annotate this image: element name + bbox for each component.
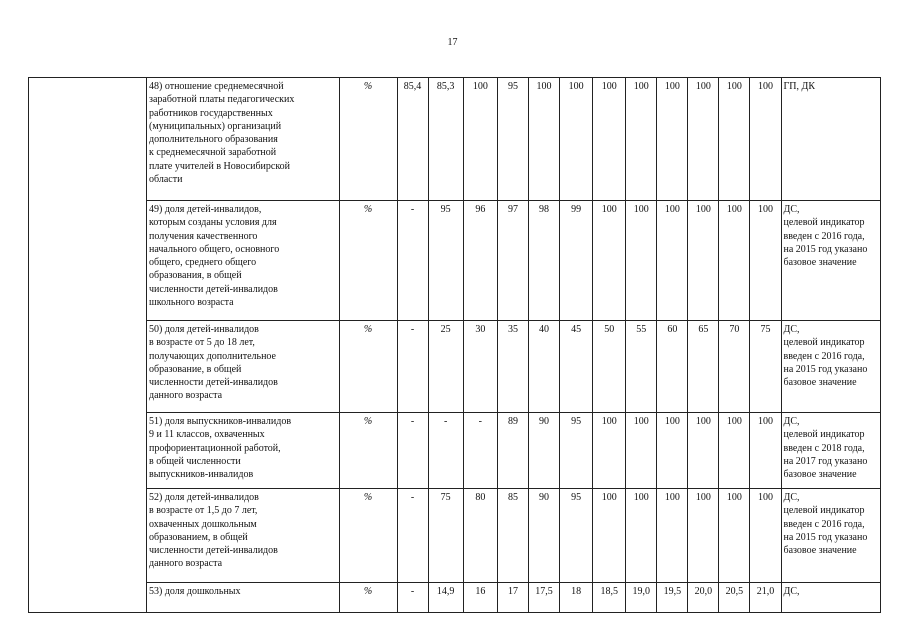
indicator-name-line: профориентационной работой,: [149, 442, 281, 454]
note-line: на 2015 год указано: [783, 363, 868, 375]
value-cell: 40: [528, 321, 559, 413]
indicator-name-line: численности детей-инвалидов: [149, 283, 278, 295]
value-cell: 100: [528, 78, 559, 201]
indicator-name-line: 9 и 11 классов, охваченных: [149, 429, 265, 441]
value-cell: 100: [688, 413, 719, 489]
value-cell: 100: [750, 489, 781, 583]
value-cell: 100: [593, 413, 626, 489]
unit-cell: %: [339, 78, 397, 201]
indicator-name-line: работников государственных: [149, 107, 273, 119]
value-cell: 35: [497, 321, 528, 413]
indicator-name-line: (муниципальных) организаций: [149, 120, 282, 132]
indicator-name-line: которым созданы условия для: [149, 217, 277, 229]
value-cell: -: [397, 201, 428, 321]
value-cell: 95: [560, 413, 593, 489]
indicator-name-line: дополнительного образования: [149, 134, 278, 146]
note-line: на 2017 год указано: [783, 455, 868, 467]
note-line: введен с 2018 года,: [783, 442, 865, 454]
value-cell: 100: [750, 413, 781, 489]
value-cell: 100: [626, 201, 657, 321]
table-row: [29, 489, 881, 583]
value-cell: 75: [428, 489, 463, 583]
indicator-name-line: в возрасте от 1,5 до 7 лет,: [149, 505, 258, 517]
value-cell: -: [397, 489, 428, 583]
value-cell: 100: [560, 78, 593, 201]
indicator-name-line: в возрасте от 5 до 18 лет,: [149, 337, 255, 349]
value-cell: 45: [560, 321, 593, 413]
value-cell: 85,4: [397, 78, 428, 201]
indicator-name-line: 52) доля детей-инвалидов: [149, 492, 259, 503]
value-cell: 90: [528, 413, 559, 489]
note-line: введен с 2016 года,: [783, 518, 865, 530]
table-row: [29, 321, 881, 413]
value-cell: 17: [497, 583, 528, 613]
note-line: базовое значение: [783, 469, 857, 481]
value-cell: 25: [428, 321, 463, 413]
value-cell: 16: [463, 583, 497, 613]
table-row: [29, 413, 881, 489]
value-cell: 50: [593, 321, 626, 413]
value-cell: 100: [688, 489, 719, 583]
indicator-name-line: данного возраста: [149, 390, 223, 402]
unit-cell: %: [339, 321, 397, 413]
indicator-name-cell: [147, 489, 340, 583]
value-cell: 100: [719, 489, 750, 583]
value-cell: 14,9: [428, 583, 463, 613]
note-line: введен с 2016 года,: [783, 350, 865, 362]
value-cell: 20,0: [688, 583, 719, 613]
page-number: 17: [447, 37, 458, 48]
note-cell: [781, 489, 881, 583]
value-cell: 80: [463, 489, 497, 583]
value-cell: 100: [750, 201, 781, 321]
value-cell: -: [397, 413, 428, 489]
indicator-name-line: данного возраста: [149, 558, 223, 570]
value-cell: 55: [626, 321, 657, 413]
value-cell: 100: [593, 78, 626, 201]
indicator-name-line: 48) отношение среднемесячной: [149, 81, 284, 92]
value-cell: -: [463, 413, 497, 489]
value-cell: 100: [463, 78, 497, 201]
unit-cell: %: [339, 583, 397, 613]
table-row: [29, 201, 881, 321]
value-cell: 95: [497, 78, 528, 201]
value-cell: 90: [528, 489, 559, 583]
note-line: ДС,: [783, 324, 800, 335]
note-line: на 2015 год указано: [783, 531, 868, 543]
indicator-name-line: заработной платы педагогических: [149, 94, 295, 106]
indicator-name-line: области: [149, 174, 183, 186]
note-line: базовое значение: [783, 545, 857, 557]
value-cell: 100: [593, 201, 626, 321]
value-cell: 75: [750, 321, 781, 413]
value-cell: 70: [719, 321, 750, 413]
value-cell: 100: [626, 78, 657, 201]
value-cell: 98: [528, 201, 559, 321]
note-cell: [781, 321, 881, 413]
indicator-name-line: 53) доля дошкольных: [149, 586, 241, 597]
indicator-name-line: получающих дополнительное: [149, 350, 276, 362]
indicator-name-line: 51) доля выпускников-инвалидов: [149, 416, 292, 427]
note-line: ДС,: [783, 586, 800, 597]
note-line: базовое значение: [783, 257, 857, 269]
indicator-name-line: к среднемесячной заработной: [149, 147, 277, 159]
value-cell: 99: [560, 201, 593, 321]
indicator-name-line: плате учителей в Новосибирской: [149, 160, 291, 172]
value-cell: 19,0: [626, 583, 657, 613]
note-line: ГП, ДК: [783, 81, 815, 92]
unit-cell: %: [339, 201, 397, 321]
indicator-name-line: школьного возраста: [149, 297, 234, 309]
indicator-name-cell: [147, 321, 340, 413]
note-line: целевой индикатор: [783, 337, 865, 349]
note-line: ДС,: [783, 416, 800, 427]
value-cell: 100: [593, 489, 626, 583]
unit-cell: %: [339, 489, 397, 583]
value-cell: 19,5: [657, 583, 688, 613]
note-cell: [781, 413, 881, 489]
note-cell: [781, 201, 881, 321]
value-cell: 100: [657, 201, 688, 321]
indicator-name-line: образование, в общей: [149, 363, 242, 375]
value-cell: 100: [750, 78, 781, 201]
value-cell: -: [428, 413, 463, 489]
value-cell: 18: [560, 583, 593, 613]
empty-section-cell: [29, 78, 147, 613]
note-cell: [781, 78, 881, 201]
value-cell: 95: [428, 201, 463, 321]
value-cell: 100: [626, 413, 657, 489]
value-cell: 100: [688, 78, 719, 201]
indicator-name-line: 49) доля детей-инвалидов,: [149, 204, 262, 215]
indicator-name-line: охваченных дошкольным: [149, 518, 257, 530]
value-cell: 65: [688, 321, 719, 413]
value-cell: 89: [497, 413, 528, 489]
indicator-name-cell: [147, 413, 340, 489]
value-cell: 18,5: [593, 583, 626, 613]
table-row: [29, 583, 881, 613]
value-cell: 20,5: [719, 583, 750, 613]
indicator-name-line: в общей численности: [149, 455, 241, 467]
note-cell: [781, 583, 881, 613]
indicator-name-line: начального общего, основного: [149, 243, 280, 255]
value-cell: 100: [688, 201, 719, 321]
table-row: [29, 78, 881, 201]
value-cell: 100: [657, 78, 688, 201]
value-cell: 30: [463, 321, 497, 413]
note-line: целевой индикатор: [783, 505, 865, 517]
value-cell: 95: [560, 489, 593, 583]
indicator-name-line: образованием, в общей: [149, 531, 248, 543]
indicator-name-cell: [147, 78, 340, 201]
indicator-name-cell: [147, 201, 340, 321]
value-cell: 96: [463, 201, 497, 321]
value-cell: 85,3: [428, 78, 463, 201]
indicator-name-line: 50) доля детей-инвалидов: [149, 324, 259, 335]
note-line: введен с 2016 года,: [783, 230, 865, 242]
value-cell: 17,5: [528, 583, 559, 613]
value-cell: 60: [657, 321, 688, 413]
value-cell: -: [397, 583, 428, 613]
indicator-name-cell: [147, 583, 340, 613]
indicator-name-line: численности детей-инвалидов: [149, 377, 278, 389]
value-cell: 100: [719, 78, 750, 201]
value-cell: 100: [626, 489, 657, 583]
indicator-name-line: общего, среднего общего: [149, 257, 257, 269]
value-cell: 100: [657, 413, 688, 489]
value-cell: 97: [497, 201, 528, 321]
indicators-table: [28, 77, 881, 613]
indicator-name-line: выпускников-инвалидов: [149, 469, 254, 481]
value-cell: 85: [497, 489, 528, 583]
indicator-name-line: получения качественного: [149, 230, 258, 242]
note-line: ДС,: [783, 204, 800, 215]
note-line: целевой индикатор: [783, 217, 865, 229]
unit-cell: %: [339, 413, 397, 489]
value-cell: 100: [719, 201, 750, 321]
indicator-name-line: численности детей-инвалидов: [149, 545, 278, 557]
note-line: целевой индикатор: [783, 429, 865, 441]
note-line: базовое значение: [783, 377, 857, 389]
note-line: ДС,: [783, 492, 800, 503]
note-line: на 2015 год указано: [783, 243, 868, 255]
value-cell: 21,0: [750, 583, 781, 613]
value-cell: 100: [657, 489, 688, 583]
indicator-name-line: образования, в общей: [149, 270, 242, 282]
value-cell: -: [397, 321, 428, 413]
value-cell: 100: [719, 413, 750, 489]
